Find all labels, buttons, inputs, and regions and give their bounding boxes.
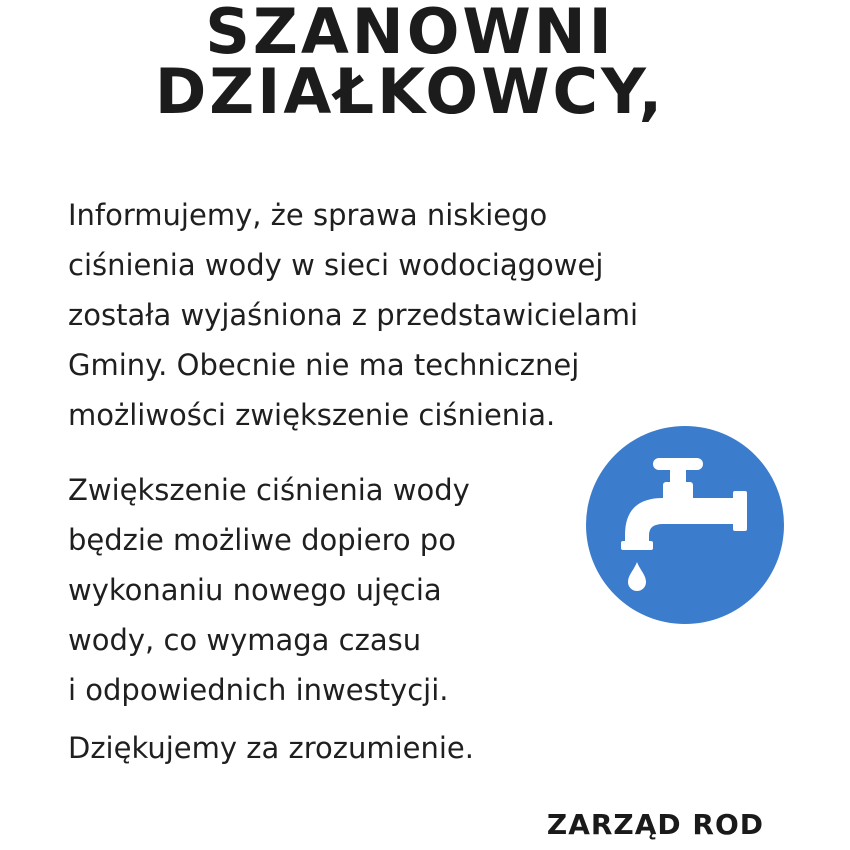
- paragraph-line: wody, co wymaga czasu: [68, 623, 422, 657]
- paragraph-line: będzie możliwe dopiero po: [68, 523, 456, 557]
- notice-heading: [0, 0, 820, 128]
- water-tap-icon: [585, 425, 785, 625]
- paragraph-line: i odpowiednich inwestycji.: [68, 673, 449, 707]
- paragraph-thanks: [68, 723, 474, 773]
- heading-line-2: DZIAŁKOWCY,: [154, 55, 666, 128]
- paragraph-future-plans: [68, 465, 470, 715]
- paragraph-line: ciśnienia wody w sieci wodociągowej: [68, 248, 604, 282]
- paragraph-line: wykonaniu nowego ujęcia: [68, 573, 442, 607]
- paragraph-pressure-info: [68, 190, 638, 440]
- paragraph-line: możliwości zwiększenie ciśnienia.: [68, 398, 556, 432]
- paragraph-line: Zwiększenie ciśnienia wody: [68, 473, 470, 507]
- heading-line-1: SZANOWNI: [205, 0, 615, 68]
- signature: ZARZĄD ROD: [546, 808, 764, 841]
- paragraph-line: Dziękujemy za zrozumienie.: [68, 731, 474, 765]
- paragraph-line: Gminy. Obecnie nie ma technicznej: [68, 348, 580, 382]
- paragraph-line: Informujemy, że sprawa niskiego: [68, 198, 548, 232]
- paragraph-line: została wyjaśniona z przedstawicielami: [68, 298, 639, 332]
